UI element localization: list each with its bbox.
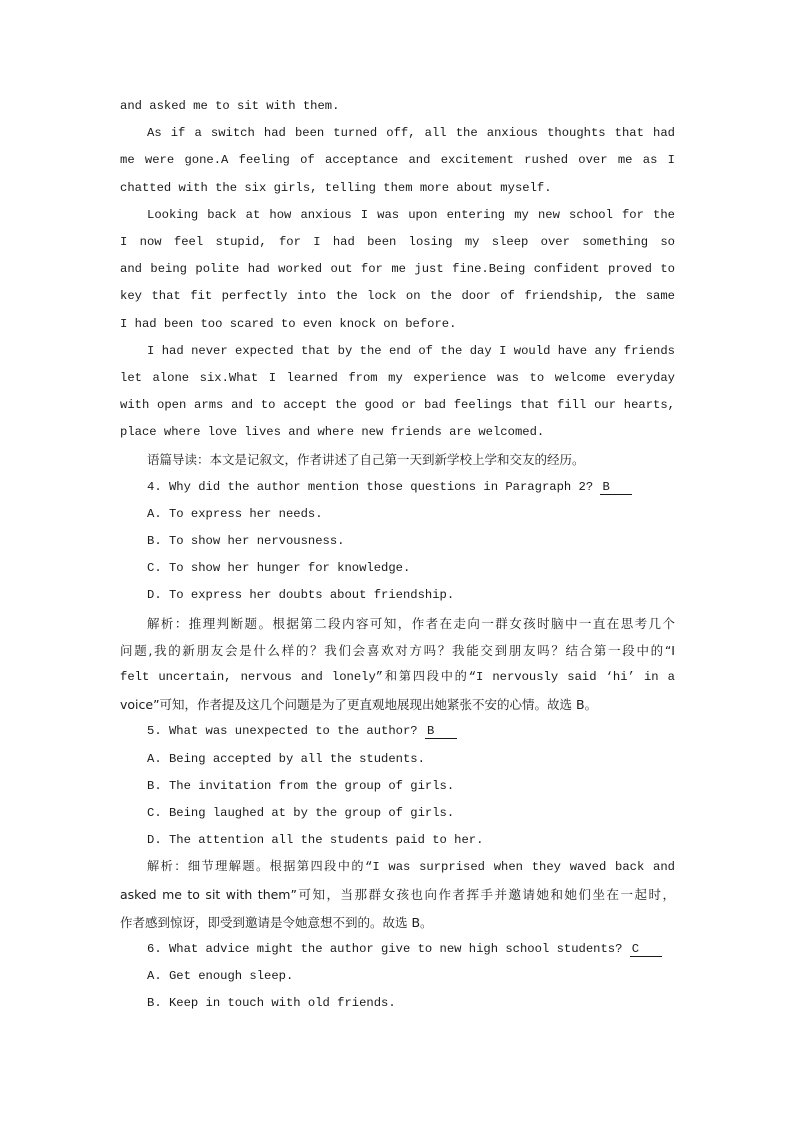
question-5-option-d: D. The attention all the students paid to her. bbox=[147, 833, 484, 848]
question-6-option-b: B. Keep in touch with old friends. bbox=[147, 996, 396, 1011]
passage-line: I had been too scared to even knock on before. bbox=[120, 316, 457, 331]
question-5-analysis-line: 解析：细节理解题。根据第四段中的“I was surprised when they waved back and bbox=[147, 860, 675, 875]
passage-line: and being polite had worked out for me just fine.Being confident proved to bbox=[120, 262, 675, 277]
question-6-text: 6. What advice might the author give to new high school students? bbox=[147, 941, 623, 956]
question-5-text: 5. What was unexpected to the author? bbox=[147, 724, 418, 739]
question-4-analysis-line: voice”可知，作者提及这几个问题是为了更直观地展现出她紧张不安的心情。故选 B。 bbox=[120, 697, 598, 713]
question-4-analysis-line: 解析：推理判断题。根据第二段内容可知，作者在走向一群女孩时脑中一直在思考几个 bbox=[147, 615, 675, 631]
question-4-option-d: D. To express her doubts about friendship. bbox=[147, 588, 455, 603]
passage-line: and asked me to sit with them. bbox=[120, 99, 340, 113]
passage-line: key that fit perfectly into the lock on the door of friendship, the same bbox=[120, 289, 675, 304]
question-4-analysis-line: 问题,我的新朋友会是什么样的？我们会喜欢对方吗？我能交到朋友吗？结合第一段中的“I bbox=[120, 642, 675, 658]
passage-line: chatted with the six girls, telling them more about myself. bbox=[120, 180, 552, 195]
question-5-analysis-line: asked me to sit with them”可知，当那群女孩也向作者挥手并邀请她和她们坐在一起时， bbox=[120, 887, 675, 903]
passage-line: me were gone.A feeling of acceptance and excitement rushed over me as I bbox=[120, 153, 675, 168]
question-6 bbox=[120, 936, 675, 963]
document-page bbox=[120, 93, 675, 1017]
question-4-option-a: A. To express her needs. bbox=[147, 506, 323, 521]
question-5-option-a: A. Being accepted by all the students. bbox=[147, 751, 425, 766]
question-4-analysis-line: felt uncertain, nervous and lonely”和第四段中的“I nervously said ‘hi’ in a bbox=[120, 669, 675, 684]
question-4-text: 4. Why did the author mention those questions in Paragraph 2? bbox=[147, 479, 594, 494]
passage-line: place where love lives and where new friends are welcomed. bbox=[120, 425, 545, 440]
question-4 bbox=[120, 474, 675, 501]
passage-line: I had never expected that by the end of the day I would have any friends bbox=[147, 343, 675, 358]
question-4-option-c: C. To show her hunger for knowledge. bbox=[147, 561, 411, 576]
question-5-option-b: B. The invitation from the group of girls. bbox=[147, 778, 455, 793]
question-6-option-a: A. Get enough sleep. bbox=[147, 969, 294, 983]
passage-line: As if a switch had been turned off, all the anxious thoughts that had bbox=[147, 126, 675, 141]
passage-line: I now feel stupid, for I had been losing my sleep over something so bbox=[120, 234, 675, 249]
question-6-answer: C bbox=[630, 942, 662, 957]
reading-guide: 语篇导读：本文是记叙文，作者讲述了自己第一天到新学校上学和交友的经历。 bbox=[147, 452, 585, 468]
question-4-answer: B bbox=[600, 480, 632, 495]
question-5-answer: B bbox=[425, 724, 457, 739]
question-5-analysis-line: 作者感到惊讶，即受到邀请是令她意想不到的。故选 B。 bbox=[120, 914, 433, 930]
question-5 bbox=[120, 718, 675, 745]
passage-line: Looking back at how anxious I was upon entering my new school for the bbox=[147, 207, 675, 222]
passage-line: with open arms and to accept the good or bad feelings that fill our hearts, bbox=[120, 398, 675, 413]
passage-line: let alone six.What I learned from my experience was to welcome everyday bbox=[120, 370, 675, 385]
question-4-option-b: B. To show her nervousness. bbox=[147, 534, 345, 548]
question-5-option-c: C. Being laughed at by the group of girls. bbox=[147, 805, 455, 820]
